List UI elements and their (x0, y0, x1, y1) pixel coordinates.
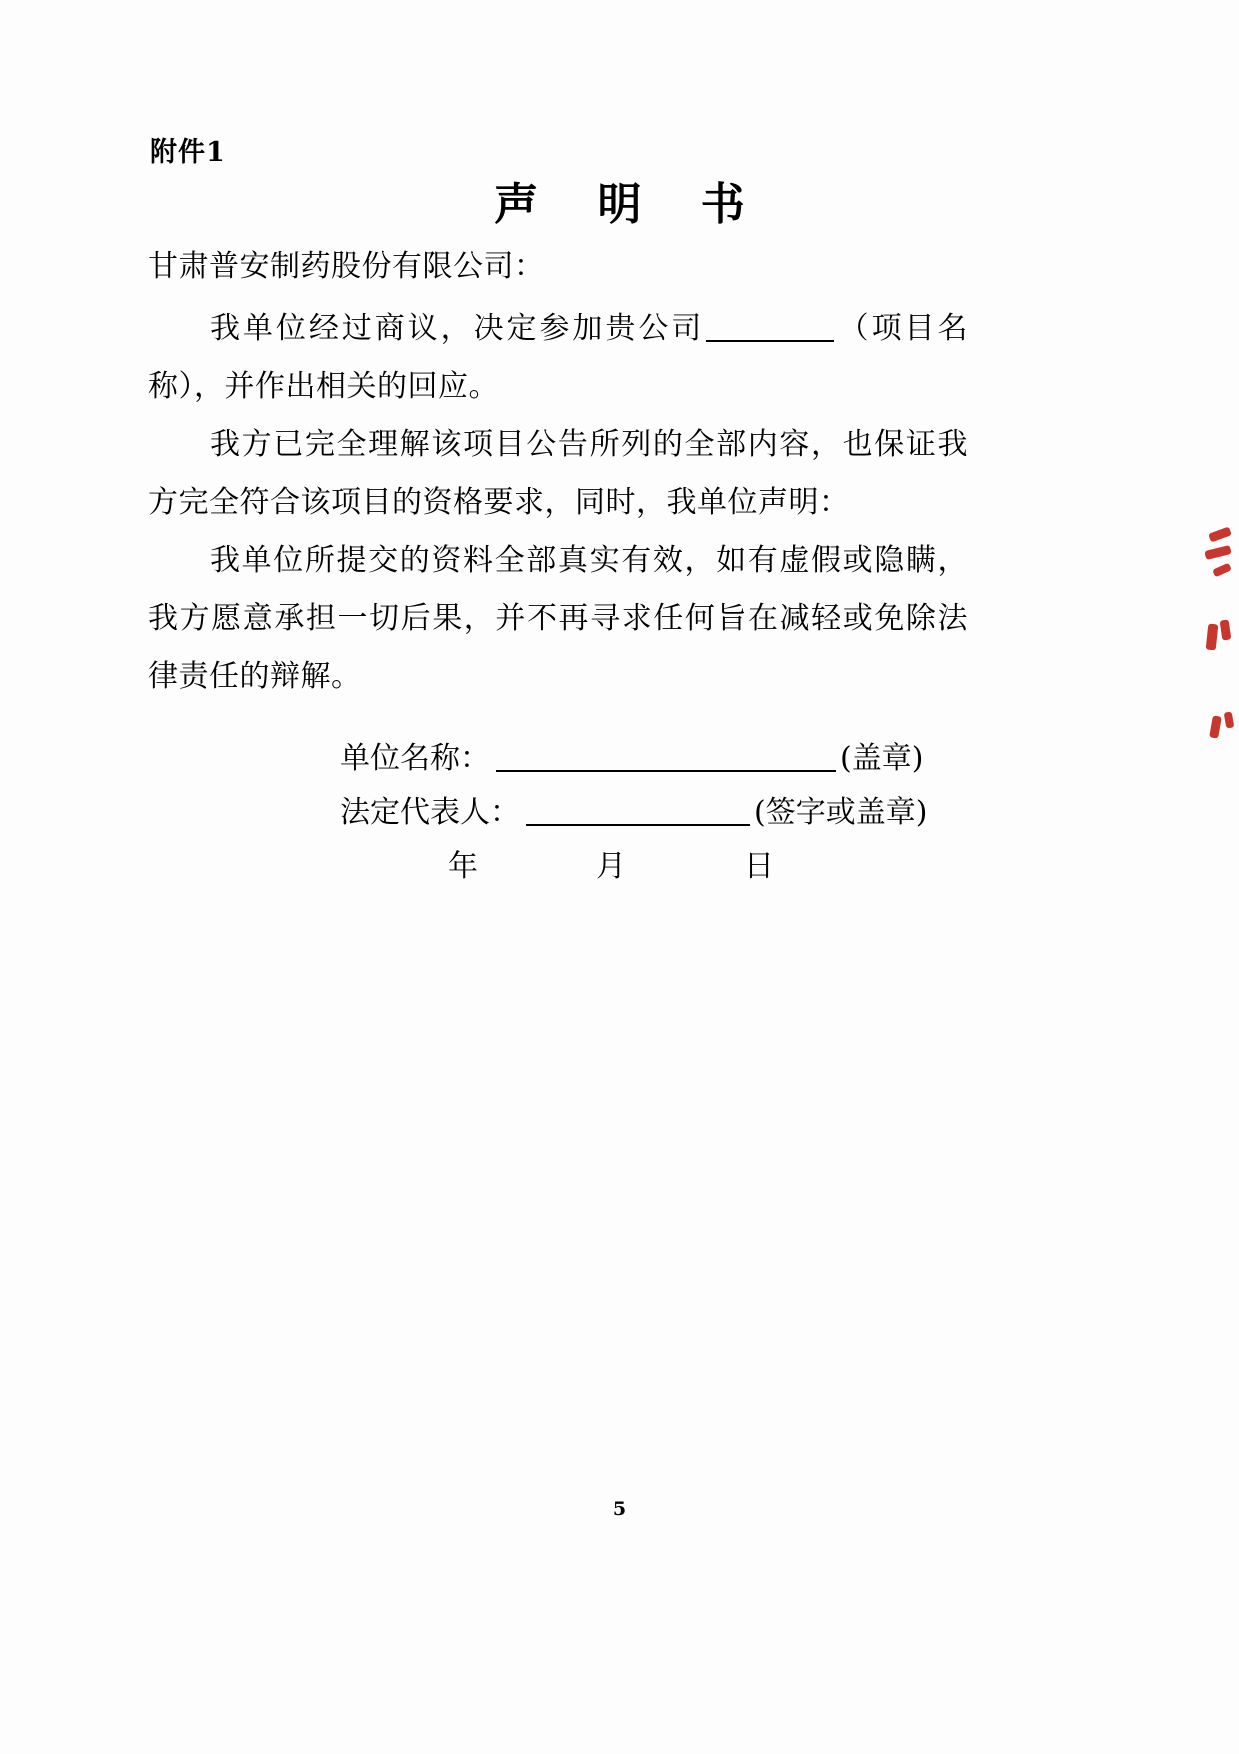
attachment-label: 附件1 (150, 137, 226, 168)
addressee-line: 甘肃普安制药股份有限公司： (148, 249, 545, 284)
unit-name-field[interactable] (496, 770, 836, 772)
unit-name-suffix: (盖章) (840, 741, 924, 776)
paragraph-1 (148, 300, 968, 416)
paragraph-3: 我单位所提交的资料全部真实有效，如有虚假或隐瞒，我方愿意承担一切后果，并不再寻求任何旨在减轻或免除法律责任的辩解。 (148, 543, 968, 694)
legal-representative-suffix: (签字或盖章) (754, 795, 928, 830)
legal-representative-row (340, 786, 927, 840)
page-number: 5 (612, 1498, 627, 1520)
paragraph-1-text-after: （项目名称），并作出相关的回应。 (148, 311, 969, 404)
paragraph-2: 我方已完全理解该项目公告所列的全部内容，也保证我方完全符合该项目的资格要求，同时，我单位声明： (148, 427, 968, 520)
signature-block (340, 732, 927, 894)
document-body (148, 238, 968, 706)
red-seal-fragment-icon (1203, 520, 1239, 760)
paragraph-1-text-before: 我单位经过商议，决定参加贵公司 (210, 311, 705, 346)
date-line: 年 月 日 (448, 849, 818, 884)
project-name-blank[interactable] (706, 340, 834, 342)
unit-name-row (340, 732, 927, 786)
legal-representative-field[interactable] (526, 824, 750, 826)
unit-name-label: 单位名称： (340, 741, 490, 776)
legal-representative-label: 法定代表人： (340, 795, 520, 830)
page-title: 声 明 书 (494, 179, 767, 230)
